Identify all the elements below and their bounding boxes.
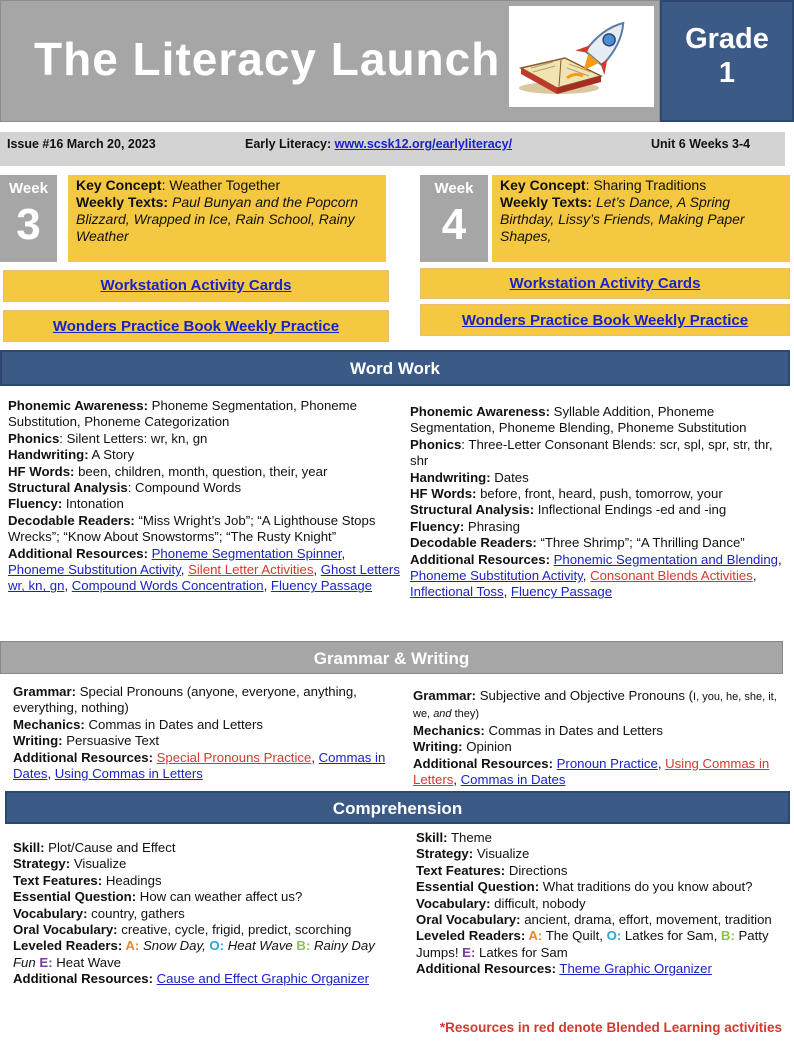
phonics-label: Phonics <box>8 430 60 446</box>
word-work-week-4: Phonemic Awareness: Syllable Addition, Phoneme Segmentation, Phoneme Blending, Phoneme Substitution Phonics: Three-Letter Consonant Blends: scr, spl, spr, str, thr, shr Handwriting: Dates HF Words: before, front, heard, push, tomorrow, your Structural Analysis: Inflectional Endings -ed and -ing Fluency: Phrasing Decodable Readers: “Three Shrimp”; “A Thrilling Dance” Additional Resources: Phonemic Segmentation and Blending, Phoneme Substitution Activity, Consonant Blends Activities, Inflectional Toss, Fluency Passage <box>410 404 782 600</box>
resource-link[interactable]: Phoneme Substitution Activity <box>8 562 181 578</box>
grammar-text: Subjective and Objective Pronouns ( <box>476 688 694 703</box>
issue-info-bar <box>0 132 785 166</box>
handwriting-text: A Story <box>88 447 135 463</box>
level-o-title: Heat Wave <box>224 938 293 954</box>
handwriting-label: Handwriting: <box>410 469 491 485</box>
week-label: Week <box>434 180 474 197</box>
phonics-text: : Silent Letters: wr, kn, gn <box>59 430 208 446</box>
additional-resources-label: Additional Resources: <box>13 749 153 765</box>
decodable-readers-label: Decodable Readers: <box>410 535 537 551</box>
level-e-tag: E: <box>458 944 476 960</box>
week-4-tab <box>420 175 488 262</box>
vocabulary-text: difficult, nobody <box>490 895 586 911</box>
structural-analysis-label: Structural Analysis <box>8 480 128 496</box>
essential-question-text: How can weather affect us? <box>136 889 303 905</box>
leveled-readers-label: Leveled Readers: <box>13 938 123 954</box>
strategy-text: Visualize <box>473 846 530 862</box>
weekly-texts-label: Weekly Texts: <box>500 194 593 210</box>
skill-text: Plot/Cause and Effect <box>44 840 176 855</box>
strategy-text: Visualize <box>70 856 127 872</box>
fluency-text: Phrasing <box>464 518 520 534</box>
decodable-readers-text: “Miss Wright’s Job”; “A Lighthouse Stops Wrecks”; “Know About Snowstorms”; “The Rusty Knight” <box>8 512 376 545</box>
resource-link[interactable]: Phonemic Segmentation and Blending <box>553 551 778 567</box>
vocabulary-text: country, gathers <box>87 905 185 921</box>
resource-link[interactable]: Compound Words Concentration <box>71 578 264 594</box>
word-work-week-3: Phonemic Awareness: Phoneme Segmentation, Phoneme Substitution, Phoneme Categorization Phonics: Silent Letters: wr, kn, gn Handwriting: A Story HF Words: been, children, month, question, their, year Structural Analysis: Compound Words Fluency: Intonation Decodable Readers: “Miss Wright’s Job”; “A Lighthouse Stops Wrecks”; “Know About Snowstorms”; “The Rusty Knight” Additional Resources: Phoneme Segmentation Spinner, Phoneme Substitution Activity, Silent Letter Activities, Ghost Letters wr, kn, gn, Compound Words Concentration, Fluency Passage <box>8 398 400 594</box>
level-a-tag: A: <box>122 938 140 954</box>
hf-words-label: HF Words: <box>8 463 75 479</box>
fluency-label: Fluency: <box>8 496 63 512</box>
essential-question-label: Essential Question: <box>13 889 137 905</box>
word-work-header: Word Work <box>0 350 790 386</box>
handwriting-label: Handwriting: <box>8 447 89 463</box>
resource-link-blended[interactable]: Special Pronouns Practice <box>156 749 312 765</box>
writing-label: Writing: <box>13 733 63 749</box>
week-3-wonders-bar <box>3 310 389 342</box>
phonics-text: : Three-Letter Consonant Blends: scr, spl, spr, str, thr, shr <box>410 436 773 469</box>
grammar-label: Grammar: <box>13 684 77 699</box>
essential-question-label: Essential Question: <box>416 879 540 895</box>
fluency-text: Intonation <box>62 496 124 512</box>
comprehension-week-4 <box>416 830 788 978</box>
oral-vocabulary-text: creative, cycle, frigid, predict, scorching <box>117 922 352 938</box>
writing-text: Opinion <box>462 739 512 755</box>
handwriting-text: Dates <box>490 469 529 485</box>
text-features-text: Headings <box>102 872 162 888</box>
level-o-tag: O: <box>602 928 622 944</box>
structural-analysis-text: : Compound Words <box>127 480 242 496</box>
unit-info: Unit 6 Weeks 3-4 <box>651 137 751 151</box>
level-b-tag: B: <box>292 938 311 954</box>
oral-vocabulary-label: Oral Vocabulary: <box>416 912 521 928</box>
mechanics-label: Mechanics: <box>13 716 85 732</box>
week-number: 4 <box>441 200 467 249</box>
key-concept-label: Key Concept <box>76 177 162 193</box>
resource-link[interactable]: Cause and Effect Graphic Organizer <box>156 971 369 987</box>
pronoun-and: and <box>433 708 452 721</box>
level-a-tag: A: <box>525 928 543 944</box>
grammar-week-4: Grammar: Subjective and Objective Pronouns (I, you, he, she, it, we, and they) Mechanics: Commas in Dates and Letters Writing: Opinion Additional Resources: Pronoun Practice, Using Commas in Letters, Commas in Dates <box>413 688 777 788</box>
writing-text: Persuasive Text <box>62 733 160 749</box>
week-label: Week <box>9 180 48 197</box>
issue-date: Issue #16 March 20, 2023 <box>7 137 156 151</box>
skill-label: Skill: <box>416 830 448 845</box>
key-concept-label: Key Concept <box>500 177 586 193</box>
resource-link[interactable]: Inflectional Toss <box>410 584 504 600</box>
additional-resources-label: Additional Resources: <box>413 755 553 771</box>
wonders-practice-book-link[interactable]: Wonders Practice Book Weekly Practice <box>461 312 749 329</box>
grammar-week-3: Grammar: Special Pronouns (anyone, everyone, anything, everything, nothing) Mechanics: Commas in Dates and Letters Writing: Persuasive Text Additional Resources: Special Pronouns Practice, Commas in Dates, Using Commas in Letters <box>13 684 386 782</box>
week-4-concept <box>492 175 790 262</box>
resource-link[interactable]: Ghost Letters wr, kn, gn <box>8 562 400 594</box>
resource-link[interactable]: Fluency Passage <box>510 584 613 600</box>
leveled-readers-label: Leveled Readers: <box>416 928 526 944</box>
key-concept-text: : Sharing Traditions <box>585 177 707 193</box>
level-e-tag: E: <box>35 954 53 970</box>
level-b-title: Rainy Day Fun <box>13 938 375 970</box>
text-features-label: Text Features: <box>13 872 103 888</box>
oral-vocabulary-label: Oral Vocabulary: <box>13 922 118 938</box>
phonemic-awareness-label: Phonemic Awareness: <box>410 404 550 419</box>
grade-label: Grade <box>685 23 769 55</box>
newsletter-title: The Literacy Launch <box>34 33 501 85</box>
text-features-label: Text Features: <box>416 862 506 878</box>
resource-link-blended[interactable]: Consonant Blends Activities <box>590 568 753 584</box>
key-concept-text: : Weather Together <box>161 177 281 193</box>
decodable-readers-label: Decodable Readers: <box>8 512 135 528</box>
workstation-activity-cards-link[interactable]: Workstation Activity Cards <box>509 275 701 292</box>
mechanics-label: Mechanics: <box>413 722 485 738</box>
week-3-tab <box>0 175 57 262</box>
blended-learning-footnote: *Resources in red denote Blended Learning activities <box>439 1020 782 1035</box>
skill-text: Theme <box>447 830 492 845</box>
pronoun-end: they) <box>451 708 480 721</box>
resource-link[interactable]: Theme Graphic Organizer <box>559 961 712 977</box>
weekly-texts: Paul Bunyan and the Popcorn Blizzard, Wrapped in Ice, Rain School, Rainy Weather <box>76 194 359 244</box>
decodable-readers-text: “Three Shrimp”; “A Thrilling Dance” <box>536 535 745 551</box>
vocabulary-label: Vocabulary: <box>13 905 88 921</box>
writing-label: Writing: <box>413 739 463 755</box>
level-o-title: Latkes for Sam, <box>621 928 718 944</box>
oral-vocabulary-text: ancient, drama, effort, movement, tradition <box>520 912 772 928</box>
structural-analysis-label: Structural Analysis: <box>410 502 535 518</box>
week-3-workstation-bar <box>3 270 389 302</box>
early-literacy-info <box>245 137 512 151</box>
phonics-label: Phonics <box>410 436 462 452</box>
early-literacy-link[interactable]: www.scsk12.org/earlyliteracy/ <box>334 137 513 151</box>
structural-analysis-text: Inflectional Endings -ed and -ing <box>534 502 727 518</box>
grammar-text: Special Pronouns (anyone, everyone, anything, everything, nothing) <box>13 684 357 716</box>
pronoun-list: I, you, he, she, it, we, <box>413 691 777 721</box>
fluency-label: Fluency: <box>410 518 465 534</box>
hf-words-label: HF Words: <box>410 486 477 502</box>
weekly-texts: Let’s Dance, A Spring Birthday, Lissy’s Friends, Making Paper Shapes, <box>500 194 745 244</box>
week-3-concept <box>68 175 386 262</box>
workstation-activity-cards-link[interactable]: Workstation Activity Cards <box>100 277 292 294</box>
level-b-tag: B: <box>717 928 735 944</box>
week-number: 3 <box>16 200 41 249</box>
phonemic-awareness-text: Syllable Addition, Phoneme Segmentation, Phoneme Blending, Phoneme Substitution <box>410 404 747 436</box>
text-features-text: Directions <box>505 862 568 878</box>
vocabulary-label: Vocabulary: <box>416 895 491 911</box>
resource-link[interactable]: Fluency Passage <box>270 578 373 594</box>
level-e-title: Latkes for Sam <box>475 944 568 960</box>
additional-resources-label: Additional Resources: <box>8 545 148 561</box>
grade-badge <box>660 0 794 122</box>
grammar-writing-header: Grammar & Writing <box>0 641 783 674</box>
additional-resources-label: Additional Resources: <box>410 551 550 567</box>
resource-link[interactable]: Pronoun Practice <box>556 755 658 771</box>
resource-link-blended[interactable]: Using Commas in Letters <box>413 755 770 788</box>
strategy-label: Strategy: <box>13 856 71 872</box>
level-a-title: The Quilt, <box>542 928 603 944</box>
grade-number: 1 <box>718 57 736 89</box>
mechanics-text: Commas in Dates and Letters <box>484 722 663 738</box>
grammar-label: Grammar: <box>413 688 477 703</box>
mechanics-text: Commas in Dates and Letters <box>84 716 263 732</box>
phonemic-awareness-label: Phonemic Awareness: <box>8 398 148 413</box>
comprehension-header: Comprehension <box>5 791 790 824</box>
book-rocket-icon <box>509 6 654 107</box>
resource-link[interactable]: Commas in Dates <box>13 749 386 782</box>
additional-resources-label: Additional Resources: <box>416 961 556 977</box>
hf-words-text: been, children, month, question, their, year <box>74 463 328 479</box>
early-literacy-label: Early Literacy: <box>245 137 335 151</box>
resource-link[interactable]: Phoneme Substitution Activity <box>410 568 583 584</box>
wonders-practice-book-link[interactable]: Wonders Practice Book Weekly Practice <box>52 318 340 335</box>
phonemic-awareness-text: Phoneme Segmentation, Phoneme Substitution, Phoneme Categorization <box>8 398 357 430</box>
week-4-wonders-bar <box>420 304 790 336</box>
resource-link[interactable]: Commas in Dates <box>460 772 566 788</box>
additional-resources-label: Additional Resources: <box>13 971 153 987</box>
weekly-texts-label: Weekly Texts: <box>76 194 169 210</box>
hf-words-text: before, front, heard, push, tomorrow, your <box>476 486 723 502</box>
essential-question-text: What traditions do you know about? <box>539 879 753 895</box>
week-4-workstation-bar <box>420 268 790 299</box>
strategy-label: Strategy: <box>416 846 474 862</box>
resource-link[interactable]: Phoneme Segmentation Spinner <box>151 545 342 561</box>
comprehension-week-3 <box>13 840 398 988</box>
resource-link[interactable]: Using Commas in Letters <box>54 766 203 782</box>
level-e-title: Heat Wave <box>52 954 121 970</box>
resource-link-blended[interactable]: Silent Letter Activities <box>188 562 314 578</box>
skill-label: Skill: <box>13 840 45 855</box>
level-b-title: Patty Jumps! <box>416 928 769 960</box>
level-a-title: Snow Day, <box>139 938 206 954</box>
level-o-tag: O: <box>205 938 225 954</box>
